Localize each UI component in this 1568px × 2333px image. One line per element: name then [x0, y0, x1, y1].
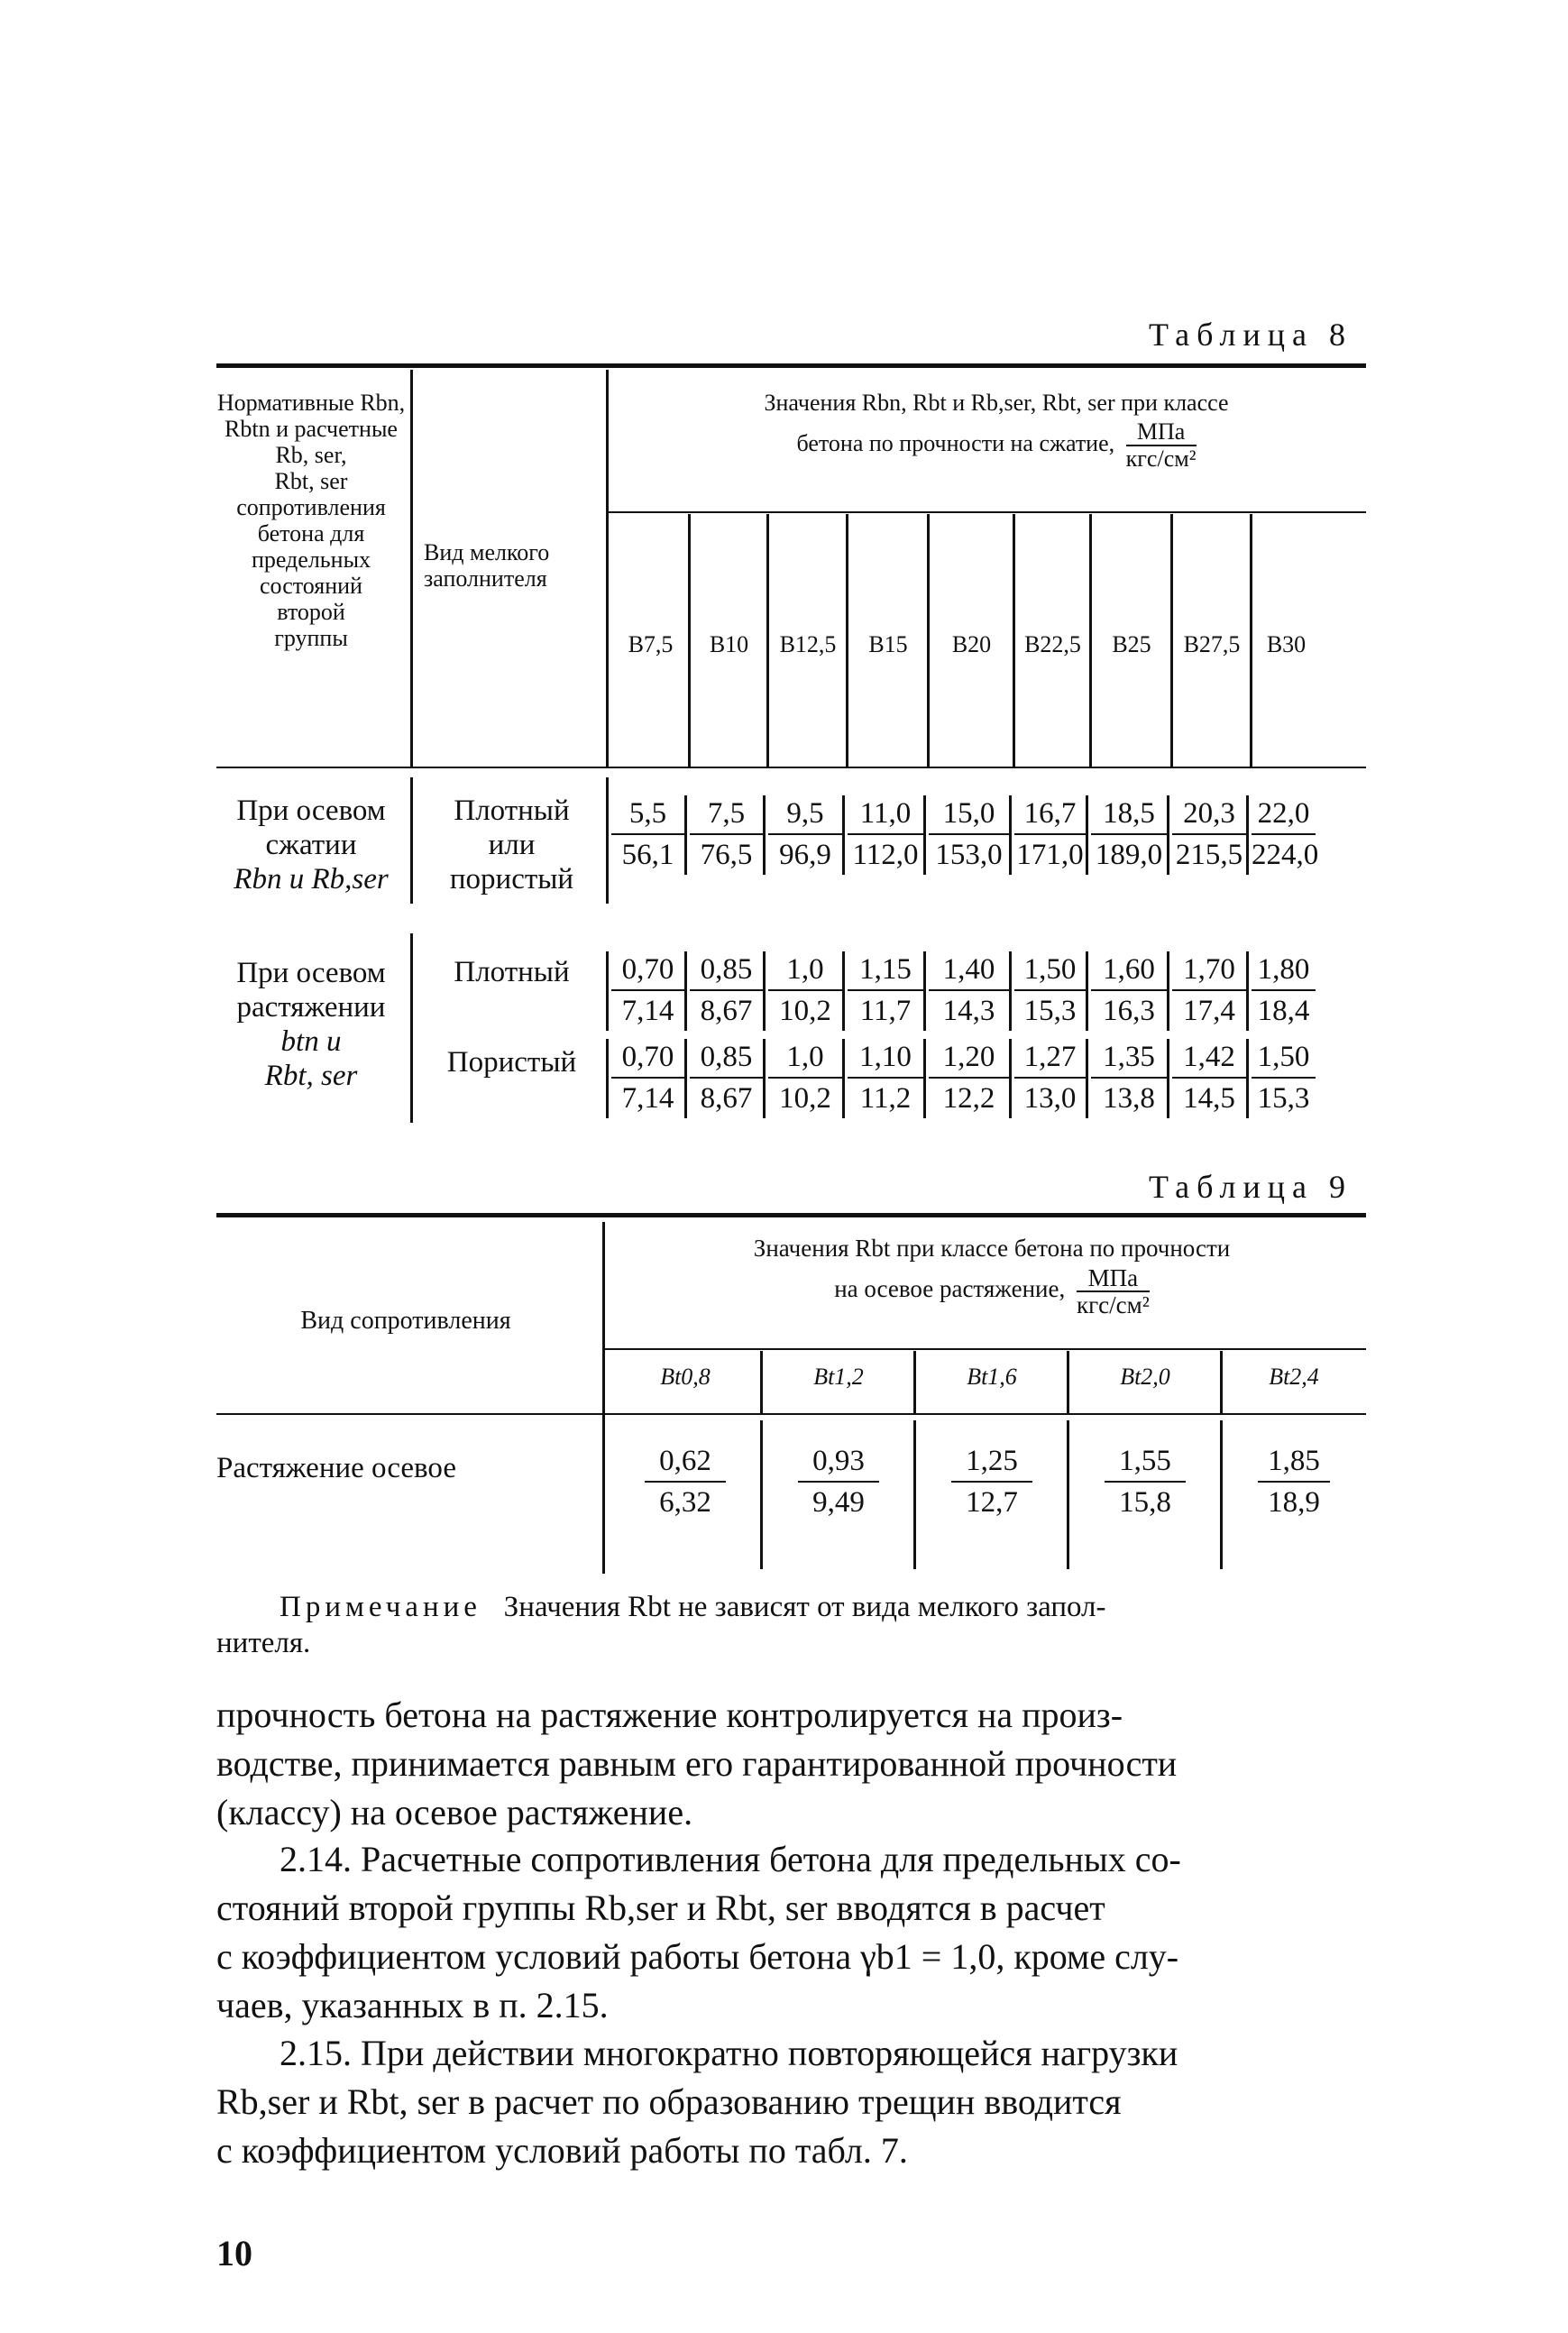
- table8-row2b-divider: [763, 1039, 766, 1118]
- table9-numerator: 1,25: [951, 1441, 1032, 1483]
- table8-row2a-numerator: 1,70: [1172, 950, 1246, 991]
- table8-row1-numerator: 7,5: [690, 794, 763, 835]
- table8-row2b-divider: [1009, 1039, 1012, 1118]
- table9-row-divider: [1067, 1420, 1069, 1569]
- table8-class-divider: [846, 514, 848, 767]
- table9-denominator: 18,9: [1268, 1486, 1320, 1519]
- table8-row2b-cell: [1252, 1037, 1316, 1118]
- table8-row2b-denominator: 13,8: [1103, 1082, 1155, 1115]
- table8-row2a-numerator: 1,50: [1014, 950, 1086, 991]
- table8-row1-numerator: 15,0: [929, 794, 1009, 835]
- table8-row1-numerator: 9,5: [768, 794, 842, 835]
- table8-row2b-divider: [606, 1039, 609, 1118]
- table8-row2a-numerator: 1,80: [1252, 950, 1316, 991]
- table8-span-header: Значения Rbn, Rbt и Rb,ser, Rbt, ser при классе бетона по прочности на сжатие, МПа кгс/см²: [764, 390, 1229, 472]
- table8-row1-label: При осевом сжатии Rbn и Rb,ser: [234, 795, 389, 896]
- table8-row1-numerator: 5,5: [611, 794, 684, 835]
- table8-row2a-denominator: 15,3: [1023, 995, 1077, 1027]
- table8-class-divider: [1250, 514, 1252, 767]
- table8-row2b-divider: [923, 1039, 926, 1118]
- table9-numerator: 1,55: [1105, 1441, 1186, 1483]
- table8-row2b-numerator: 1,42: [1172, 1037, 1246, 1079]
- table8-row2a-denominator: 17,4: [1183, 995, 1235, 1027]
- table9-header-bottom-rule: [216, 1413, 1366, 1415]
- table8-row2b-denominator: 15,3: [1257, 1082, 1310, 1115]
- table8-header-bottom-rule: [216, 767, 1366, 768]
- table8-row1-denominator: 189,0: [1095, 839, 1163, 871]
- table8-row1-numerator: 16,7: [1014, 794, 1086, 835]
- table8-caption: Таблица 8: [1149, 317, 1353, 353]
- table9-denominator: 6,32: [659, 1486, 711, 1519]
- table8-row1-cell: [1252, 794, 1319, 875]
- table9-denominator: 12,7: [966, 1486, 1018, 1519]
- table8-row2a-denominator: 11,7: [859, 995, 912, 1027]
- table9-caption: Таблица 9: [1149, 1169, 1353, 1205]
- table8-row1-numerator: 22,0: [1252, 794, 1316, 835]
- table8-row2b-numerator: 0,85: [690, 1037, 763, 1079]
- table8-row2a-numerator: 1,0: [768, 950, 842, 991]
- table9-row-divider: [1220, 1420, 1223, 1569]
- table8-row1-filler: Плотный или пористый: [449, 795, 574, 896]
- table9-subheader-rule: [604, 1348, 1366, 1350]
- table8-row1-cell: [1091, 794, 1167, 875]
- table9-class-divider: [760, 1351, 763, 1414]
- table8-row1-divider: [1009, 795, 1012, 875]
- table8-vline-2: [606, 370, 609, 767]
- table9-class-header: Bt2,0: [1120, 1364, 1170, 1390]
- table9-denominator: 15,8: [1119, 1486, 1171, 1519]
- table9-numerator: 0,62: [645, 1441, 726, 1483]
- table8-row2b-cell: [768, 1037, 842, 1118]
- table8-row1-divider: [763, 795, 766, 875]
- table8-row1-denominator: 224,0: [1252, 839, 1319, 871]
- table8-row2b-filler: Пористый: [446, 1046, 577, 1079]
- table8-row2a-cell: [1091, 950, 1167, 1031]
- table8-row2b-divider: [842, 1039, 845, 1118]
- table8-row2b-denominator: 7,14: [621, 1082, 674, 1115]
- table8-row2a-denominator: 8,67: [700, 995, 753, 1027]
- table8-row2b-cell: [1091, 1037, 1167, 1118]
- table8-row2b-cell: [1172, 1037, 1246, 1118]
- table8-row2a-numerator: 0,70: [611, 950, 684, 991]
- table8-row2a-cell: [690, 950, 763, 1031]
- table8-top-rule: [216, 363, 1366, 368]
- table8-row1-denominator: 56,1: [621, 839, 674, 871]
- table8-class-header: В22,5: [1024, 631, 1081, 657]
- table8-col2-header: Вид мелкого заполнителя: [424, 539, 550, 592]
- table8-row1-divider: [1246, 795, 1249, 875]
- table8-row1-cell: [611, 794, 684, 875]
- table8-row1-divider: [606, 795, 609, 875]
- table8-row2b-numerator: 1,20: [929, 1037, 1009, 1079]
- table8-row2b-divider: [1167, 1039, 1169, 1118]
- table8-row2a-denominator: 18,4: [1257, 995, 1310, 1027]
- table9-row-divider: [760, 1420, 763, 1569]
- table8-row2b-denominator: 14,5: [1183, 1082, 1235, 1115]
- table9-class-header: Bt1,6: [967, 1364, 1017, 1390]
- table8-class-divider: [1013, 514, 1015, 767]
- table8-row2a-divider: [1246, 951, 1249, 1031]
- table9-denominator: 9,49: [812, 1486, 865, 1519]
- table9-col1-header: Вид сопротивления: [300, 1307, 511, 1335]
- table8-row2b-numerator: 1,35: [1091, 1037, 1167, 1079]
- table9-row-label: Растяжение осевое: [216, 1452, 456, 1484]
- table8-class-header: В7,5: [628, 631, 674, 657]
- table8-row2a-cell: [1252, 950, 1316, 1031]
- table8-class-header: В10: [709, 631, 749, 657]
- table8-row2b-cell: [690, 1037, 763, 1118]
- table8-row1-denominator: 96,9: [779, 839, 831, 871]
- paragraph-2: 2.14. Расчетные сопротивления бетона для предельных со- стояний второй группы Rb,ser и Rbt, ser вводятся в расчет с коэффициентом условий работы бетона γb1 = 1,0, кроме слу- чаев, указанных в п. 2.15.: [216, 1839, 1181, 2025]
- table8-row1-denominator: 112,0: [852, 839, 919, 871]
- table8-row2a-cell: [1014, 950, 1086, 1031]
- table9-span-header: Значения Rbt при классе бетона по прочности на осевое растяжение, МПа кгс/см²: [753, 1235, 1231, 1318]
- table8-row2b-divider: [1246, 1039, 1249, 1118]
- table8-row1-divider: [1086, 795, 1088, 875]
- table9-class-divider: [913, 1351, 916, 1414]
- table8-class-header: В25: [1112, 631, 1151, 657]
- table8-row2a-denominator: 14,3: [942, 995, 995, 1027]
- table8-row1-divider: [842, 795, 845, 875]
- table8-row1-denominator: 76,5: [700, 839, 753, 871]
- table8-class-divider: [766, 514, 769, 767]
- table8-row1-divider: [684, 795, 687, 875]
- table8-row2a-denominator: 7,14: [621, 995, 674, 1027]
- table8-row2a-numerator: 1,15: [848, 950, 923, 991]
- table8-row2a-divider: [763, 951, 766, 1031]
- table8-row1-cell: [929, 794, 1009, 875]
- table8-row2b-divider: [684, 1039, 687, 1118]
- table8-row2a-numerator: 1,40: [929, 950, 1009, 991]
- table8-row2a-divider: [1009, 951, 1012, 1031]
- table8-row2a-divider: [684, 951, 687, 1031]
- table9-numerator: 1,85: [1258, 1441, 1330, 1483]
- table9-top-rule: [216, 1213, 1366, 1217]
- table9-cell: [1258, 1441, 1330, 1522]
- table9-cell: [951, 1441, 1032, 1522]
- table9-numerator: 0,93: [798, 1441, 879, 1483]
- table8-class-header: В15: [868, 631, 908, 657]
- table9-class-divider: [1220, 1351, 1223, 1414]
- table8-class-header: В27,5: [1183, 631, 1241, 657]
- table8-row1-numerator: 11,0: [848, 794, 923, 835]
- table8-row1-cell: [1172, 794, 1246, 875]
- table8-row2a-cell: [848, 950, 923, 1031]
- table8-row2b-cell: [1014, 1037, 1086, 1118]
- table9-class-header: Bt2,4: [1269, 1364, 1319, 1390]
- table8-class-header: В30: [1266, 631, 1307, 657]
- table8-row2a-cell: [611, 950, 684, 1031]
- table8-row2a-denominator: 10,2: [779, 995, 831, 1027]
- table8-row1-numerator: 18,5: [1091, 794, 1167, 835]
- table8-row2b-numerator: 1,10: [848, 1037, 923, 1079]
- table8-row2b-numerator: 1,0: [768, 1037, 842, 1079]
- table8-row2a-denominator: 16,3: [1103, 995, 1155, 1027]
- table8-row2a-cell: [768, 950, 842, 1031]
- table8-row2b-numerator: 0,70: [611, 1037, 684, 1079]
- table8-row2b-numerator: 1,27: [1014, 1037, 1086, 1079]
- table9-vline-1: [602, 1222, 605, 1574]
- table9-cell: [798, 1441, 879, 1522]
- table8-row2b-denominator: 12,2: [942, 1082, 995, 1115]
- page-number: 10: [216, 2233, 252, 2273]
- table8-vline-1: [410, 370, 413, 767]
- table8-col1-header: Нормативные Rbn, Rbtn и расчетные Rb, ser, Rbt, ser сопротивления бетона для предельных состояний второй группы: [216, 390, 406, 651]
- table8-class-divider: [1170, 514, 1173, 767]
- table8-row2a-numerator: 1,60: [1091, 950, 1167, 991]
- table8-row2a-filler: Плотный: [454, 956, 570, 988]
- table8-row2a-divider: [923, 951, 926, 1031]
- table8-class-divider: [688, 514, 691, 767]
- table9-note: Примечание Значения Rbt не зависят от вида мелкого запол- нителя.: [216, 1591, 1106, 1659]
- table8-row2b-denominator: 8,67: [700, 1082, 753, 1115]
- table9-cell: [1105, 1441, 1186, 1522]
- table9-class-divider: [1067, 1351, 1069, 1414]
- table8-row2a-numerator: 0,85: [690, 950, 763, 991]
- table8-row1-denominator: 215,5: [1175, 839, 1243, 871]
- table8-class-header: В12,5: [779, 631, 837, 657]
- table8-row2b-denominator: 10,2: [779, 1082, 831, 1115]
- table9-cell: [645, 1441, 726, 1522]
- table8-row1-cell: [768, 794, 842, 875]
- table9-row-divider: [913, 1420, 916, 1569]
- table8-row1-numerator: 20,3: [1172, 794, 1246, 835]
- table8-row2a-cell: [1172, 950, 1246, 1031]
- table8-row1-divider: [923, 795, 926, 875]
- table8-row2a-divider: [1167, 951, 1169, 1031]
- table8-row2a-divider: [606, 951, 609, 1031]
- table8-subheader-rule: [609, 511, 1366, 513]
- table8-class-divider: [1089, 514, 1092, 767]
- table8-row2-vline-1: [410, 933, 413, 1123]
- paragraph-1: прочность бетона на растяжение контролируется на произ- водстве, принимается равным его гарантированной прочности (классу) на осевое растяжение.: [216, 1695, 1178, 1832]
- table8-row2b-divider: [1086, 1039, 1088, 1118]
- table8-row2b-denominator: 11,2: [859, 1082, 912, 1115]
- table8-row2b-numerator: 1,50: [1252, 1037, 1316, 1079]
- table8-row1-cell: [848, 794, 923, 875]
- table8-row1-cell: [1014, 794, 1086, 875]
- table8-row2-label: При осевом растяжении btn и Rbt, ser: [236, 957, 386, 1092]
- table8-row2a-divider: [842, 951, 845, 1031]
- table8-row1-denominator: 153,0: [935, 839, 1003, 871]
- table8-class-header: В20: [951, 631, 992, 657]
- table8-row1-vline-1: [410, 777, 413, 904]
- table8-row2b-cell: [929, 1037, 1009, 1118]
- table9-class-header: Bt1,2: [813, 1364, 864, 1390]
- table8-row1-cell: [690, 794, 763, 875]
- table8-class-divider: [927, 514, 930, 767]
- table8-row2b-cell: [611, 1037, 684, 1118]
- table8-row2a-divider: [1086, 951, 1088, 1031]
- paragraph-3: 2.15. При действии многократно повторяющейся нагрузки Rb,ser и Rbt, ser в расчет по образованию трещин вводится с коэффициентом условий работы по табл. 7.: [216, 2033, 1178, 2171]
- table8-row2b-cell: [848, 1037, 923, 1118]
- table8-row1-divider: [1167, 795, 1169, 875]
- table9-class-header: Bt0,8: [660, 1364, 711, 1390]
- table8-row1-denominator: 171,0: [1016, 839, 1084, 871]
- table8-row2a-cell: [929, 950, 1009, 1031]
- table8-row2b-denominator: 13,0: [1023, 1082, 1077, 1115]
